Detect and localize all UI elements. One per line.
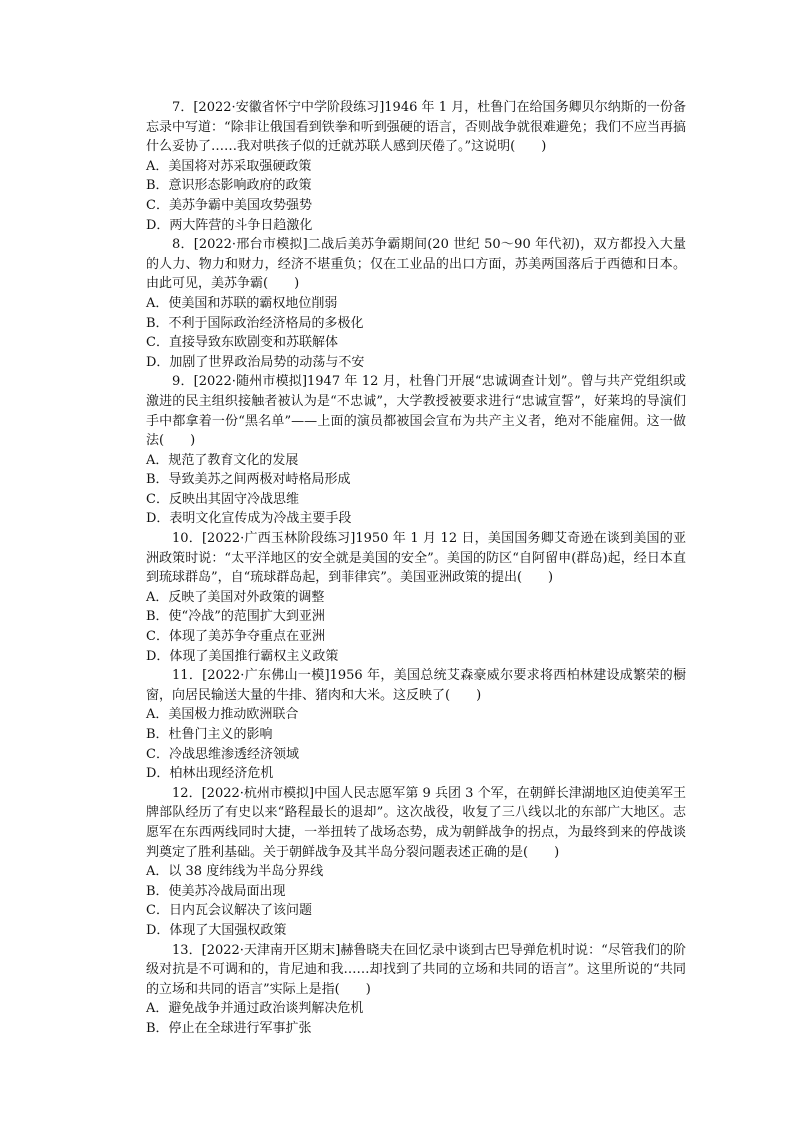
question-10 <box>146 529 686 666</box>
option-b: B．导致美苏之间两极对峙格局形成 <box>146 472 351 488</box>
question-stem: 9．[2022·随州市模拟]1947 年 12 月，杜鲁门开展“忠诚调查计划”。曾与共产党组织或激进的民主组织接触者被认为是“不忠诚”，大学教授被要求进行“忠诚宣誓”，好莱坞的导演们手中都拿着一份“黑名单”——上面的演员都被国会宣布为共产主义者，绝对不能雇佣。这一做法( ) <box>146 374 686 449</box>
option-b: B．使美苏冷战局面出现 <box>146 883 286 899</box>
question-9 <box>146 372 686 529</box>
option-d: D．表明文化宣传成为冷战主要手段 <box>146 511 352 527</box>
question-stem: 11．[2022·广东佛山一模]1956 年，美国总统艾森豪威尔要求将西柏林建设成繁荣的橱窗，向居民输送大量的牛排、猪肉和大米。这反映了( ) <box>146 668 686 703</box>
option-a: A．避免战争并通过政治谈判解决危机 <box>146 1001 364 1017</box>
question-7 <box>146 98 686 235</box>
option-b: B．意识形态影响政府的政策 <box>146 178 312 194</box>
option-d: D．体现了大国强权政策 <box>146 922 287 938</box>
question-stem: 10．[2022·广西玉林阶段练习]1950 年 1 月 12 日，美国国务卿艾奇逊在谈到美国的亚洲政策时说：“太平洋地区的安全就是美国的安全”。美国的防区“自阿留申(群岛)起，经日本直到琉球群岛”，自“琉球群岛起，到菲律宾”。美国亚洲政策的提出( ) <box>146 531 686 586</box>
question-stem: 12．[2022·杭州市模拟]中国人民志愿军第 9 兵团 3 个军，在朝鲜长津湖地区迫使美军王牌部队经历了有史以来“路程最长的退却”。这次战役，收复了三八线以北的东部广大地区。志愿军在东西两线同时大捷，一举扭转了战场态势，成为朝鲜战争的拐点，为最终到来的停战谈判奠定了胜利基础。关于朝鲜战争及其半岛分裂问题表述正确的是( ) <box>146 785 686 860</box>
option-b: B．停止在全球进行军事扩张 <box>146 1020 312 1036</box>
option-b: B．杜鲁门主义的影响 <box>146 727 273 742</box>
question-8 <box>146 235 686 372</box>
question-stem: 13．[2022·天津南开区期末]赫鲁晓夫在回忆录中谈到古巴导弹危机时说：“尽管我们的阶级对抗是不可调和的，肯尼迪和我……却找到了共同的立场和共同的语言”。这里所说的“共同的立场和共同的语言”实际上是指( ) <box>146 942 686 997</box>
question-stem: 7．[2022·安徽省怀宁中学阶段练习]1946 年 1 月，杜鲁门在给国务卿贝尔纳斯的一份备忘录中写道：“除非让俄国看到铁拳和听到强硬的语言，否则战争就很难避免；我们不应当再搞什么妥协了……我对哄孩子似的迁就苏联人感到厌倦了。”这说明( ) <box>146 100 686 155</box>
option-c: C．直接导致东欧剧变和苏联解体 <box>146 335 338 351</box>
option-c: C．美苏争霸中美国攻势强势 <box>146 197 312 213</box>
option-c: C．反映出其固守冷战思维 <box>146 491 299 507</box>
option-d: D．柏林出现经济危机 <box>146 766 274 782</box>
question-13 <box>146 941 686 1039</box>
question-stem: 8．[2022·邢台市模拟]二战后美苏争霸期间(20 世纪 50～90 年代初)，双方都投入大量的人力、物力和财力，经济不堪重负；仅在工业品的出口方面，苏美两国落后于西德和日本。由此可见，美苏争霸( ) <box>146 237 686 292</box>
option-c: C．冷战思维渗透经济领域 <box>146 746 299 762</box>
option-a: A．美国将对苏采取强硬政策 <box>146 158 312 174</box>
option-d: D．加剧了世界政治局势的动荡与不安 <box>146 354 365 370</box>
option-b: B．使“冷战”的范围扩大到亚洲 <box>146 609 325 625</box>
option-a: A．规范了教育文化的发展 <box>146 452 299 468</box>
option-a: A．以 38 度纬线为半岛分界线 <box>146 864 324 880</box>
option-a: A．反映了美国对外政策的调整 <box>146 589 325 605</box>
option-a: A．使美国和苏联的霸权地位削弱 <box>146 295 338 311</box>
question-12 <box>146 784 686 941</box>
option-c: C．体现了美苏争夺重点在亚洲 <box>146 629 325 645</box>
question-11 <box>146 666 686 784</box>
option-b: B．不利于国际政治经济格局的多极化 <box>146 315 364 331</box>
option-a: A．美国极力推动欧洲联合 <box>146 707 299 723</box>
question-page <box>146 98 686 1039</box>
option-d: D．两大阵营的斗争日趋激化 <box>146 217 313 233</box>
option-d: D．体现了美国推行霸权主义政策 <box>146 648 339 664</box>
option-c: C．日内瓦会议解决了该问题 <box>146 903 312 919</box>
